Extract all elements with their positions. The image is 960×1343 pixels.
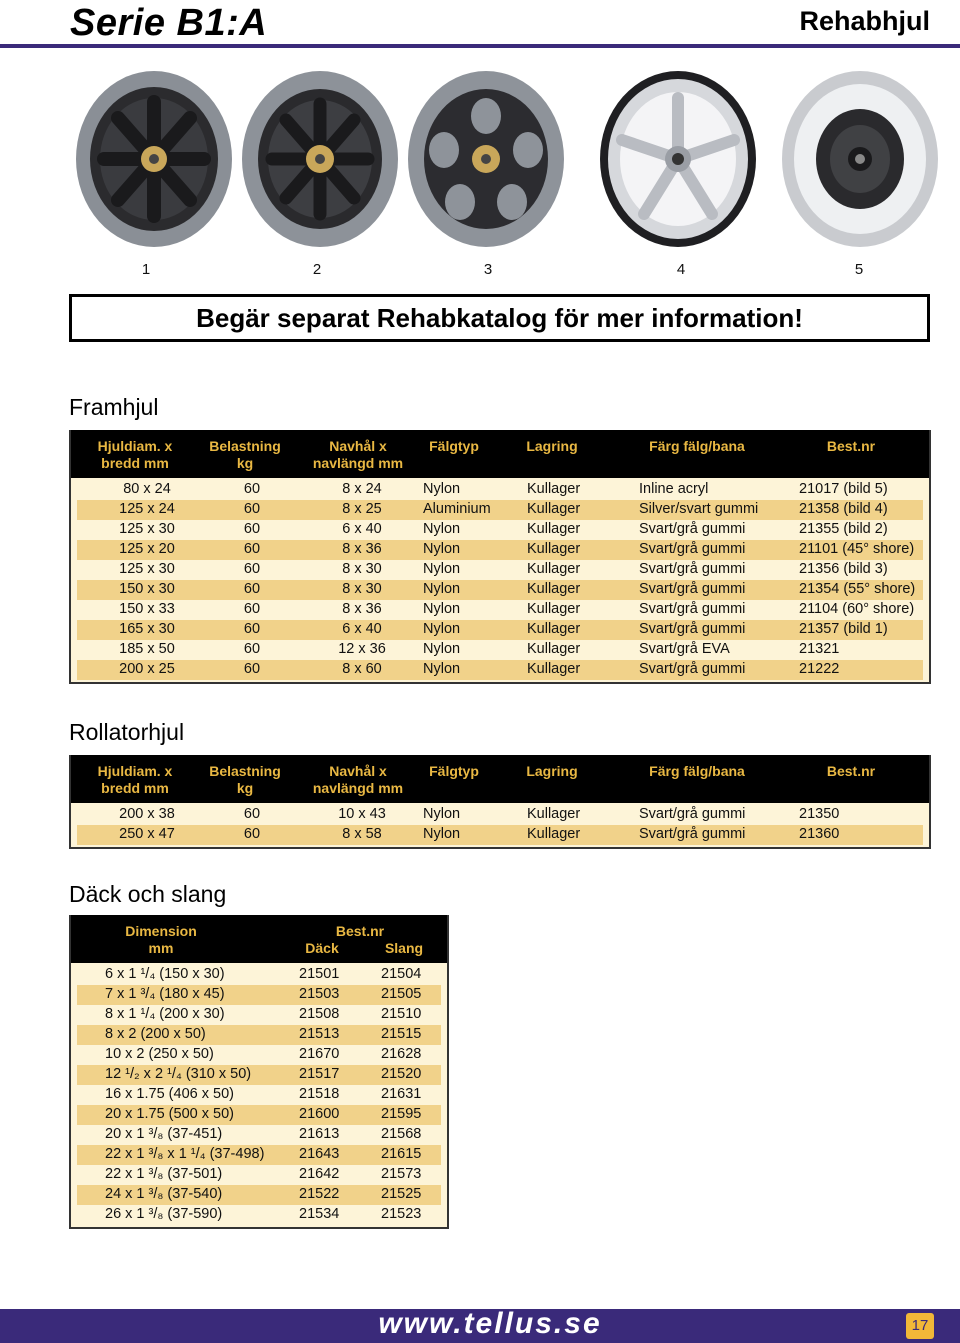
- table-row: [77, 480, 923, 500]
- table-cell: 21358 (bild 4): [799, 501, 888, 517]
- dack-header-bestnr: Best.nr: [335, 923, 385, 939]
- framhjul-table: [69, 430, 931, 684]
- table-cell: 21515: [381, 1026, 422, 1042]
- table-cell: 22 x 1 ³/₈ x 1 ¹/₄ (37-498): [105, 1146, 265, 1162]
- table-cell: 8 x 30: [342, 581, 382, 597]
- table-cell: 125 x 30: [119, 521, 175, 537]
- table-cell: 21568: [381, 1126, 422, 1142]
- framhjul-title: Framhjul: [69, 394, 159, 420]
- table-cell: Kullager: [527, 601, 581, 617]
- table-cell: Kullager: [527, 561, 581, 577]
- table-cell: 21670: [299, 1046, 340, 1062]
- table-cell: 150 x 30: [119, 581, 175, 597]
- table-cell: 10 x 2 (250 x 50): [105, 1046, 214, 1062]
- table-cell: 8 x 36: [342, 601, 382, 617]
- table-row: [77, 985, 441, 1005]
- table-cell: 60: [243, 661, 261, 677]
- table-cell: 22 x 1 ³/₈ (37-501): [105, 1166, 223, 1182]
- table-cell: 8 x 24: [342, 481, 382, 497]
- table-cell: 26 x 1 ³/₈ (37-590): [105, 1206, 223, 1222]
- wheel-image-4: [596, 68, 760, 250]
- table-cell: 12 ¹/₂ x 2 ¹/₄ (310 x 50): [105, 1066, 252, 1082]
- table-row: [77, 1165, 441, 1185]
- table-cell: Kullager: [527, 826, 581, 842]
- table-row: [77, 1205, 441, 1225]
- table-cell: Svart/grå gummi: [639, 806, 746, 822]
- table-cell: Nylon: [423, 621, 461, 637]
- table-cell: Svart/grå gummi: [639, 621, 746, 637]
- rollatorhjul-header-1: Belastning kg: [209, 763, 281, 796]
- framhjul-table-body: [71, 480, 929, 680]
- table-cell: 7 x 1 ³/₄ (180 x 45): [105, 986, 225, 1002]
- framhjul-header-4: Lagring: [526, 438, 578, 454]
- table-row: [77, 1025, 441, 1045]
- table-cell: 21513: [299, 1026, 340, 1042]
- table-cell: 8 x 30: [342, 561, 382, 577]
- rollatorhjul-header-2: Navhål x navlängd mm: [312, 763, 404, 796]
- dack-title: Däck och slang: [69, 881, 227, 907]
- table-cell: 21356 (bild 3): [799, 561, 888, 577]
- page-number-badge: 17: [906, 1313, 934, 1339]
- table-cell: 6 x 40: [342, 621, 382, 637]
- category-title: Rehabhjul: [799, 6, 930, 36]
- table-cell: 60: [243, 581, 261, 597]
- table-cell: Nylon: [423, 561, 461, 577]
- framhjul-header-5: Färg fälg/bana: [649, 438, 745, 454]
- table-cell: 21517: [299, 1066, 340, 1082]
- table-cell: Svart/grå gummi: [639, 826, 746, 842]
- table-cell: 80 x 24: [123, 481, 171, 497]
- table-row: [77, 1045, 441, 1065]
- table-cell: 21357 (bild 1): [799, 621, 888, 637]
- wheel-label-1: 1: [141, 261, 151, 278]
- table-cell: 21360: [799, 826, 840, 842]
- table-cell: 185 x 50: [119, 641, 175, 657]
- table-cell: 60: [243, 561, 261, 577]
- table-cell: 60: [243, 806, 261, 822]
- table-cell: 21508: [299, 1006, 340, 1022]
- table-cell: 8 x 60: [342, 661, 382, 677]
- framhjul-header-6: Best.nr: [826, 438, 876, 454]
- table-cell: Nylon: [423, 601, 461, 617]
- table-cell: 21615: [381, 1146, 422, 1162]
- table-row: [77, 1105, 441, 1125]
- framhjul-header-1: Belastning kg: [209, 438, 281, 471]
- table-cell: 8 x 58: [342, 826, 382, 842]
- table-cell: Silver/svart gummi: [639, 501, 759, 517]
- table-cell: Aluminium: [423, 501, 491, 517]
- table-cell: Nylon: [423, 641, 461, 657]
- notice-box: Begär separat Rehabkatalog för mer information!: [69, 294, 930, 342]
- table-cell: 21525: [381, 1186, 422, 1202]
- table-cell: 21523: [381, 1206, 422, 1222]
- table-cell: 21501: [299, 966, 340, 982]
- table-row: [77, 660, 923, 680]
- table-row: [77, 1085, 441, 1105]
- table-row: [77, 1185, 441, 1205]
- dack-header-dimension: Dimension mm: [125, 923, 197, 956]
- rollatorhjul-header-3: Fälgtyp: [429, 763, 479, 779]
- dack-header-slang: Slang: [384, 940, 424, 956]
- table-cell: 60: [243, 641, 261, 657]
- header-rule: [0, 44, 960, 48]
- table-cell: 125 x 20: [119, 541, 175, 557]
- table-row: [77, 1005, 441, 1025]
- table-cell: 60: [243, 541, 261, 557]
- table-row: [77, 520, 923, 540]
- series-title: Serie B1:A: [70, 2, 268, 44]
- table-cell: 21595: [381, 1106, 422, 1122]
- framhjul-header-2: Navhål x navlängd mm: [312, 438, 404, 471]
- table-row: [77, 1125, 441, 1145]
- table-cell: 21613: [299, 1126, 340, 1142]
- table-cell: 165 x 30: [119, 621, 175, 637]
- table-cell: 21017 (bild 5): [799, 481, 888, 497]
- table-cell: 21321: [799, 641, 840, 657]
- table-cell: 21534: [299, 1206, 340, 1222]
- table-cell: Nylon: [423, 826, 461, 842]
- table-cell: Kullager: [527, 806, 581, 822]
- table-row: [77, 965, 441, 985]
- table-cell: 12 x 36: [338, 641, 386, 657]
- table-cell: Kullager: [527, 581, 581, 597]
- table-cell: Nylon: [423, 581, 461, 597]
- table-cell: 10 x 43: [338, 806, 386, 822]
- wheel-image-5: [778, 68, 942, 250]
- table-cell: 250 x 47: [119, 826, 175, 842]
- table-row: [77, 580, 923, 600]
- table-cell: 60: [243, 826, 261, 842]
- table-cell: 8 x 25: [342, 501, 382, 517]
- table-cell: 21643: [299, 1146, 340, 1162]
- table-cell: 21642: [299, 1166, 340, 1182]
- rollatorhjul-header-5: Färg fälg/bana: [649, 763, 745, 779]
- table-row: [77, 1145, 441, 1165]
- table-cell: 21522: [299, 1186, 340, 1202]
- rollatorhjul-title: Rollatorhjul: [69, 719, 185, 745]
- table-cell: Svart/grå gummi: [639, 581, 746, 597]
- table-cell: 125 x 24: [119, 501, 175, 517]
- footer-url[interactable]: www.tellus.se: [378, 1307, 602, 1340]
- framhjul-header-0: Hjuldiam. x bredd mm: [97, 438, 173, 471]
- rollatorhjul-table-header: [71, 755, 929, 803]
- table-cell: 20 x 1 ³/₈ (37-451): [105, 1126, 223, 1142]
- wheel-label-4: 4: [676, 261, 686, 278]
- table-cell: 21101 (45° shore): [799, 541, 915, 557]
- rollatorhjul-header-6: Best.nr: [826, 763, 876, 779]
- table-cell: Svart/grå gummi: [639, 561, 746, 577]
- table-cell: 21510: [381, 1006, 422, 1022]
- table-cell: 6 x 1 ¹/₄ (150 x 30): [105, 966, 225, 982]
- table-cell: 21600: [299, 1106, 340, 1122]
- framhjul-header-3: Fälgtyp: [429, 438, 479, 454]
- table-cell: 21628: [381, 1046, 422, 1062]
- table-cell: 60: [243, 621, 261, 637]
- table-row: [77, 825, 923, 845]
- table-cell: 21350: [799, 806, 840, 822]
- table-cell: 16 x 1.75 (406 x 50): [105, 1086, 234, 1102]
- wheel-image-1: [72, 68, 236, 250]
- table-cell: Kullager: [527, 541, 581, 557]
- rollatorhjul-table: [69, 755, 931, 849]
- table-cell: Nylon: [423, 521, 461, 537]
- table-cell: 8 x 1 ¹/₄ (200 x 30): [105, 1006, 225, 1022]
- table-cell: Nylon: [423, 481, 461, 497]
- rollatorhjul-header-0: Hjuldiam. x bredd mm: [97, 763, 173, 796]
- table-cell: Svart/grå gummi: [639, 521, 746, 537]
- table-cell: Nylon: [423, 806, 461, 822]
- table-cell: 60: [243, 481, 261, 497]
- table-cell: 21503: [299, 986, 340, 1002]
- table-cell: 60: [243, 601, 261, 617]
- table-cell: 125 x 30: [119, 561, 175, 577]
- table-cell: Kullager: [527, 481, 581, 497]
- rollatorhjul-header-4: Lagring: [526, 763, 578, 779]
- table-row: [77, 620, 923, 640]
- table-cell: 21504: [381, 966, 422, 982]
- table-row: [77, 600, 923, 620]
- table-row: [77, 805, 923, 825]
- table-cell: 21573: [381, 1166, 422, 1182]
- wheel-image-3: [404, 68, 568, 250]
- table-cell: 200 x 25: [119, 661, 175, 677]
- dack-table-header: [71, 915, 447, 963]
- wheel-image-2: [238, 68, 402, 250]
- table-cell: Kullager: [527, 521, 581, 537]
- table-row: [77, 500, 923, 520]
- wheel-label-2: 2: [312, 261, 322, 278]
- framhjul-table-header: [71, 430, 929, 478]
- table-cell: 20 x 1.75 (500 x 50): [105, 1106, 234, 1122]
- table-cell: Kullager: [527, 641, 581, 657]
- dack-table-body: [71, 965, 447, 1225]
- table-cell: 21222: [799, 661, 840, 677]
- dack-table: [69, 915, 449, 1229]
- table-cell: 8 x 36: [342, 541, 382, 557]
- table-cell: 21104 (60° shore): [799, 601, 915, 617]
- table-cell: 24 x 1 ³/₈ (37-540): [105, 1186, 223, 1202]
- table-cell: Inline acryl: [639, 481, 709, 497]
- table-row: [77, 560, 923, 580]
- dack-header-dack: Däck: [305, 940, 339, 956]
- table-cell: 60: [243, 521, 261, 537]
- table-cell: 21518: [299, 1086, 340, 1102]
- wheel-label-3: 3: [483, 261, 493, 278]
- rollatorhjul-table-body: [71, 805, 929, 845]
- table-cell: 21505: [381, 986, 422, 1002]
- table-cell: 21631: [381, 1086, 422, 1102]
- table-cell: 6 x 40: [342, 521, 382, 537]
- table-cell: Svart/grå gummi: [639, 541, 746, 557]
- table-cell: 8 x 2 (200 x 50): [105, 1026, 206, 1042]
- table-cell: Svart/grå EVA: [639, 641, 730, 657]
- table-cell: 21355 (bild 2): [799, 521, 888, 537]
- wheel-label-5: 5: [854, 261, 864, 278]
- table-cell: 150 x 33: [119, 601, 175, 617]
- table-cell: Kullager: [527, 501, 581, 517]
- table-cell: 200 x 38: [119, 806, 175, 822]
- table-cell: 60: [243, 501, 261, 517]
- table-cell: Svart/grå gummi: [639, 661, 746, 677]
- table-cell: Svart/grå gummi: [639, 601, 746, 617]
- table-cell: Kullager: [527, 621, 581, 637]
- table-row: [77, 540, 923, 560]
- table-cell: Nylon: [423, 541, 461, 557]
- table-cell: Nylon: [423, 661, 461, 677]
- table-cell: 21520: [381, 1066, 422, 1082]
- table-row: [77, 1065, 441, 1085]
- table-cell: Kullager: [527, 661, 581, 677]
- table-row: [77, 640, 923, 660]
- table-cell: 21354 (55° shore): [799, 581, 916, 597]
